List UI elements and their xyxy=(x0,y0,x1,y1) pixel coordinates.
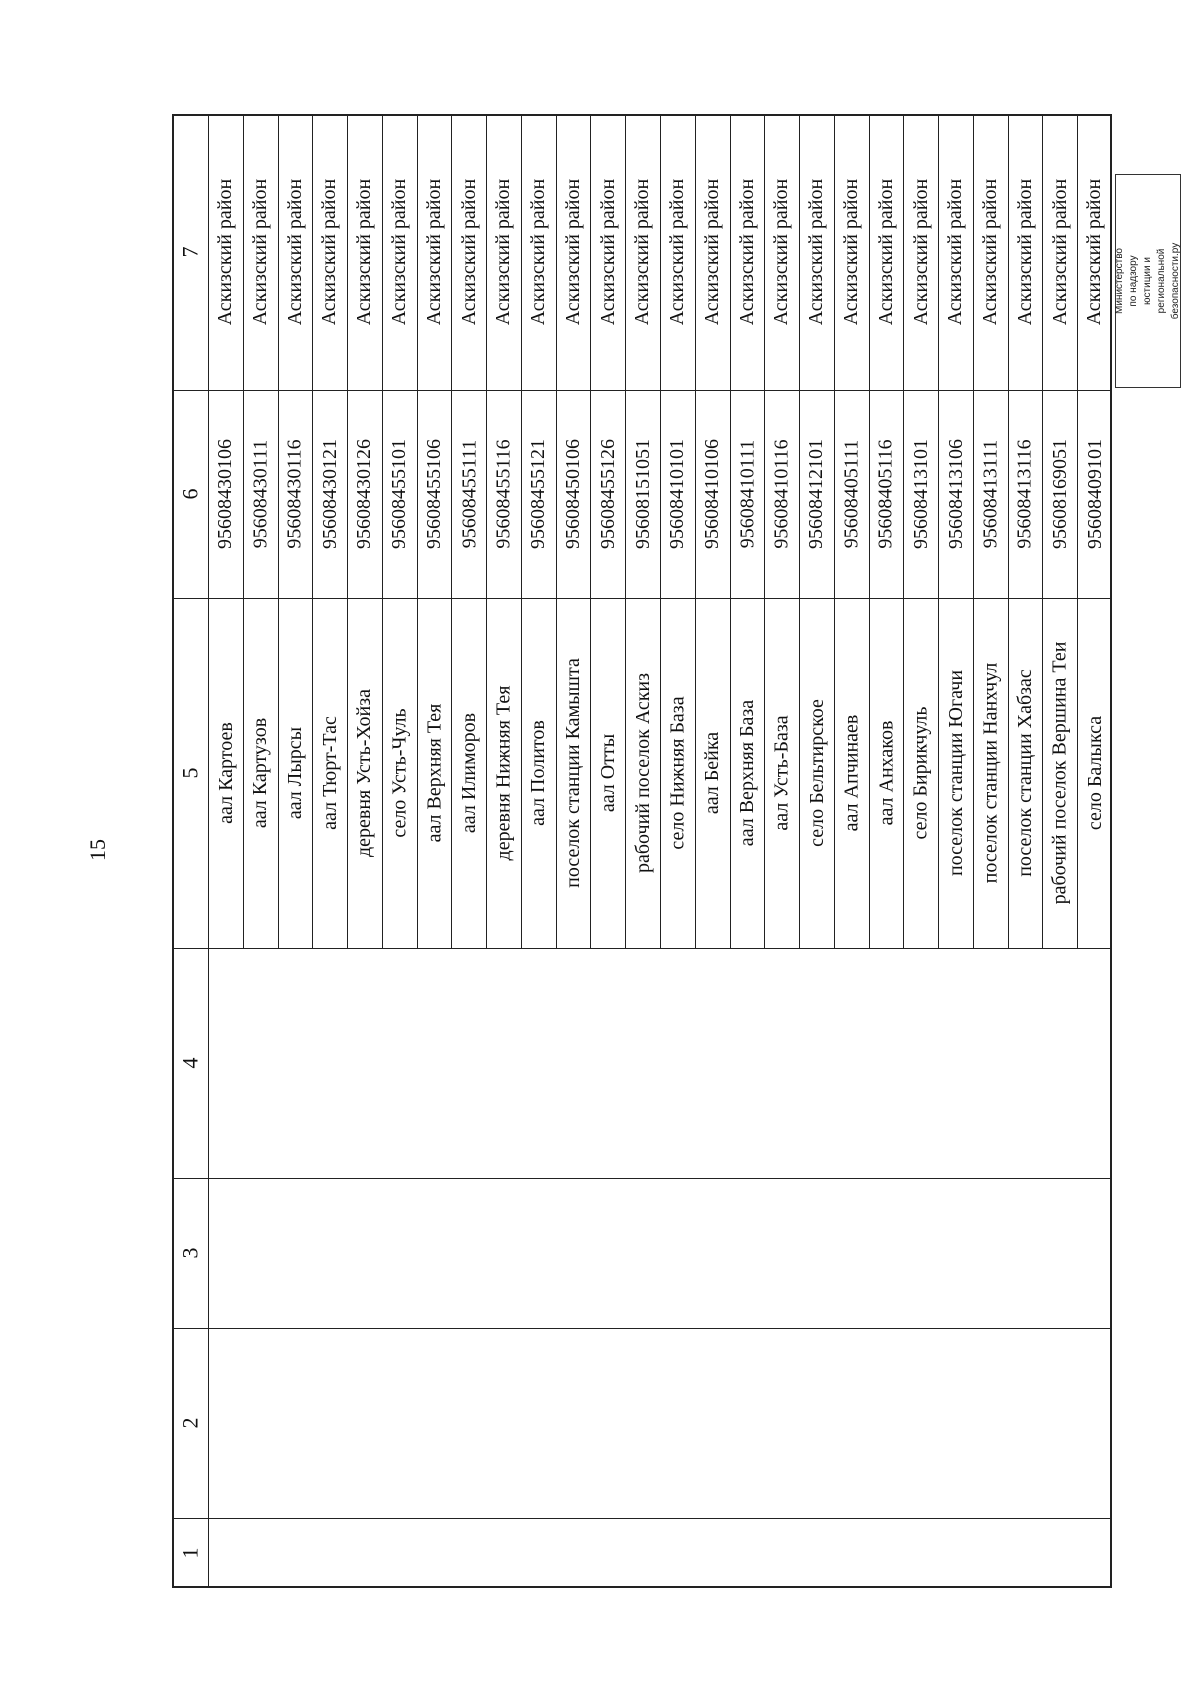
district-cell-text: Аскизский район xyxy=(944,178,967,326)
district-cell xyxy=(521,114,556,390)
code-cell-text: 95608430116 xyxy=(283,439,306,549)
settlement-cell-text: аал Верхняя Тея xyxy=(422,703,445,843)
district-cell-text: Аскизский район xyxy=(701,178,724,326)
district-cell-text: Аскизский район xyxy=(353,178,376,326)
district-cell-text: Аскизский район xyxy=(805,178,828,326)
code-cell-text: 95608410111 xyxy=(735,439,758,549)
code-cell xyxy=(695,390,730,598)
settlement-cell xyxy=(869,598,904,948)
settlement-cell xyxy=(799,598,834,948)
column-header-label: 6 xyxy=(177,488,202,500)
settlement-cell xyxy=(1008,598,1043,948)
code-cell xyxy=(938,390,973,598)
settlement-cell xyxy=(660,598,695,948)
settlement-cell xyxy=(834,598,869,948)
column-divider xyxy=(172,1178,1112,1179)
column-header xyxy=(172,1518,208,1588)
column-header-label: 1 xyxy=(177,1547,202,1559)
code-cell-text: 95608450106 xyxy=(562,439,585,549)
district-cell-text: Аскизский район xyxy=(770,178,793,326)
code-cell xyxy=(1008,390,1043,598)
district-cell-text: Аскизский район xyxy=(1083,178,1106,326)
settlement-cell-text: аал Верхняя База xyxy=(735,699,758,847)
settlement-cell xyxy=(1077,598,1112,948)
code-cell-text: 95608412101 xyxy=(805,439,828,549)
district-cell xyxy=(451,114,486,390)
column-divider xyxy=(172,1328,1112,1329)
district-cell xyxy=(347,114,382,390)
settlement-cell xyxy=(312,598,347,948)
settlement-cell-text: деревня Нижняя Тея xyxy=(492,685,515,861)
code-cell-text: 95608430111 xyxy=(249,439,272,549)
district-cell-text: Аскизский район xyxy=(631,178,654,326)
settlement-cell-text: аал Картузов xyxy=(249,717,272,829)
code-cell xyxy=(417,390,452,598)
district-cell xyxy=(278,114,313,390)
column-header xyxy=(172,1328,208,1518)
code-cell-text: 95608455121 xyxy=(527,439,550,549)
settlement-cell-text: село Нижняя База xyxy=(666,696,689,850)
district-cell-text: Аскизский район xyxy=(527,178,550,326)
district-cell xyxy=(799,114,834,390)
code-cell xyxy=(243,390,278,598)
district-cell xyxy=(590,114,625,390)
column-header xyxy=(172,390,208,598)
district-cell-text: Аскизский район xyxy=(735,178,758,326)
settlement-cell-text: аал Илиморов xyxy=(457,712,480,834)
code-cell-text: 95608413111 xyxy=(979,439,1002,549)
code-cell-text: 95608430126 xyxy=(353,439,376,549)
district-cell xyxy=(486,114,521,390)
column-divider xyxy=(172,1518,1112,1519)
district-cell xyxy=(903,114,938,390)
code-cell xyxy=(278,390,313,598)
settlement-cell-text: аал Лырсы xyxy=(283,726,306,820)
column-header xyxy=(172,948,208,1178)
district-cell-text: Аскизский район xyxy=(457,178,480,326)
settlement-cell-text: аал Тюрт-Тас xyxy=(318,716,341,830)
code-cell-text: 95608413116 xyxy=(1014,439,1037,549)
code-cell xyxy=(347,390,382,598)
column-header-label: 3 xyxy=(177,1247,202,1259)
column-header-label: 2 xyxy=(177,1417,202,1429)
code-cell xyxy=(660,390,695,598)
code-cell-text: 95608410106 xyxy=(701,439,724,549)
code-cell xyxy=(521,390,556,598)
settlement-cell-text: село Балыкса xyxy=(1083,715,1106,831)
district-cell-text: Аскизский район xyxy=(840,178,863,326)
district-cell-text: Аскизский район xyxy=(1014,178,1037,326)
district-cell xyxy=(625,114,660,390)
stamp-text: Министерство по надзору юстиции и региональной безопасности.ру xyxy=(1114,242,1182,320)
code-cell xyxy=(1077,390,1112,598)
district-cell xyxy=(869,114,904,390)
district-cell xyxy=(660,114,695,390)
code-cell xyxy=(625,390,660,598)
code-cell xyxy=(208,390,243,598)
settlement-cell-text: рабочий поселок Вершина Теи xyxy=(1048,641,1071,905)
code-cell-text: 95608455111 xyxy=(457,439,480,549)
settlement-cell xyxy=(764,598,799,948)
district-cell-text: Аскизский район xyxy=(979,178,1002,326)
settlement-cell-text: поселок станции Нанхчул xyxy=(979,662,1002,884)
settlement-cell-text: поселок станции Югачи xyxy=(944,669,967,877)
district-cell-text: Аскизский район xyxy=(249,178,272,326)
district-cell xyxy=(938,114,973,390)
district-cell xyxy=(208,114,243,390)
code-cell-text: 95608410101 xyxy=(666,439,689,549)
settlement-cell-text: аал Политов xyxy=(527,720,550,826)
settlement-cell-text: аал Бейка xyxy=(701,731,724,815)
district-cell xyxy=(834,114,869,390)
code-cell-text: 95608455116 xyxy=(492,439,515,549)
code-cell xyxy=(730,390,765,598)
settlement-cell xyxy=(278,598,313,948)
settlement-cell-text: рабочий поселок Аскиз xyxy=(631,672,654,874)
district-cell xyxy=(243,114,278,390)
settlement-cell xyxy=(382,598,417,948)
district-cell-text: Аскизский район xyxy=(318,178,341,326)
district-cell xyxy=(417,114,452,390)
district-cell-text: Аскизский район xyxy=(909,178,932,326)
district-cell-text: Аскизский район xyxy=(562,178,585,326)
settlement-cell-text: аал Анхаков xyxy=(874,720,897,826)
settlement-cell xyxy=(208,598,243,948)
district-cell xyxy=(1077,114,1112,390)
settlement-cell-text: аал Апчинаев xyxy=(840,714,863,832)
code-cell xyxy=(382,390,417,598)
code-cell-text: 95608169051 xyxy=(1048,439,1071,549)
district-cell xyxy=(382,114,417,390)
column-divider xyxy=(172,948,1112,949)
code-cell-text: 95608410116 xyxy=(770,439,793,549)
district-cell-text: Аскизский район xyxy=(388,178,411,326)
code-cell xyxy=(556,390,591,598)
district-cell-text: Аскизский район xyxy=(492,178,515,326)
code-cell-text: 95608455126 xyxy=(596,439,619,549)
settlement-cell xyxy=(695,598,730,948)
district-cell xyxy=(764,114,799,390)
code-cell-text: 95608455101 xyxy=(388,439,411,549)
settlement-cell-text: аал Усть-База xyxy=(770,715,793,831)
code-cell-text: 95608455106 xyxy=(423,439,445,549)
settlement-cell xyxy=(486,598,521,948)
code-cell-text: 95608151051 xyxy=(631,439,654,549)
code-cell xyxy=(590,390,625,598)
code-cell xyxy=(1042,390,1077,598)
district-cell-text: Аскизский район xyxy=(875,178,897,326)
registration-stamp xyxy=(1115,174,1181,388)
code-cell-text: 95608405111 xyxy=(840,439,863,549)
settlement-cell xyxy=(903,598,938,948)
district-cell-text: Аскизский район xyxy=(1048,178,1071,326)
district-cell xyxy=(312,114,347,390)
district-cell-text: Аскизский район xyxy=(283,178,306,326)
code-cell xyxy=(903,390,938,598)
column-header-label: 4 xyxy=(177,1057,202,1069)
settlement-cell-text: село Усть-Чуль xyxy=(388,708,411,838)
district-cell-text: Аскизский район xyxy=(423,178,445,326)
code-cell xyxy=(764,390,799,598)
code-cell xyxy=(869,390,904,598)
district-cell-text: Аскизский район xyxy=(666,178,689,326)
district-cell xyxy=(556,114,591,390)
column-header xyxy=(172,114,208,390)
settlement-cell xyxy=(730,598,765,948)
settlement-cell-text: село Бельтирское xyxy=(805,699,828,847)
settlement-cell xyxy=(938,598,973,948)
settlement-cell xyxy=(243,598,278,948)
code-cell xyxy=(799,390,834,598)
settlement-cell-text: аал Картоев xyxy=(214,722,237,824)
code-cell-text: 95608413101 xyxy=(909,439,932,549)
settlement-cell-text: поселок станции Камышта xyxy=(562,658,585,888)
settlement-cell xyxy=(417,598,452,948)
code-cell xyxy=(451,390,486,598)
district-cell-text: Аскизский район xyxy=(214,178,237,326)
code-cell-text: 95608430106 xyxy=(214,439,237,549)
district-cell-text: Аскизский район xyxy=(596,178,619,326)
settlement-cell xyxy=(625,598,660,948)
district-cell xyxy=(730,114,765,390)
column-header-label: 5 xyxy=(177,767,202,779)
settlement-cell xyxy=(347,598,382,948)
settlement-cell xyxy=(451,598,486,948)
code-cell-text: 95608409101 xyxy=(1083,439,1106,549)
district-cell xyxy=(1008,114,1043,390)
column-header-label: 7 xyxy=(177,246,202,258)
code-cell-text: 95608413106 xyxy=(944,439,967,549)
settlement-cell xyxy=(590,598,625,948)
column-header xyxy=(172,598,208,948)
column-header xyxy=(172,1178,208,1328)
settlement-cell xyxy=(521,598,556,948)
code-cell xyxy=(486,390,521,598)
settlement-cell xyxy=(556,598,591,948)
code-cell-text: 95608430121 xyxy=(318,439,341,549)
settlement-cell-text: деревня Усть-Хойза xyxy=(353,688,376,858)
settlement-cell xyxy=(973,598,1008,948)
district-cell xyxy=(973,114,1008,390)
district-cell xyxy=(1042,114,1077,390)
settlement-cell xyxy=(1042,598,1077,948)
settlement-cell-text: поселок станции Хабзас xyxy=(1014,669,1037,877)
district-cell xyxy=(695,114,730,390)
settlement-cell-text: аал Отты xyxy=(596,733,619,813)
code-cell xyxy=(834,390,869,598)
code-cell xyxy=(973,390,1008,598)
code-cell-text: 95608405116 xyxy=(874,439,897,549)
settlement-cell-text: село Бирикчуль xyxy=(909,706,932,840)
code-cell xyxy=(312,390,347,598)
page-number: 15 xyxy=(85,839,110,861)
